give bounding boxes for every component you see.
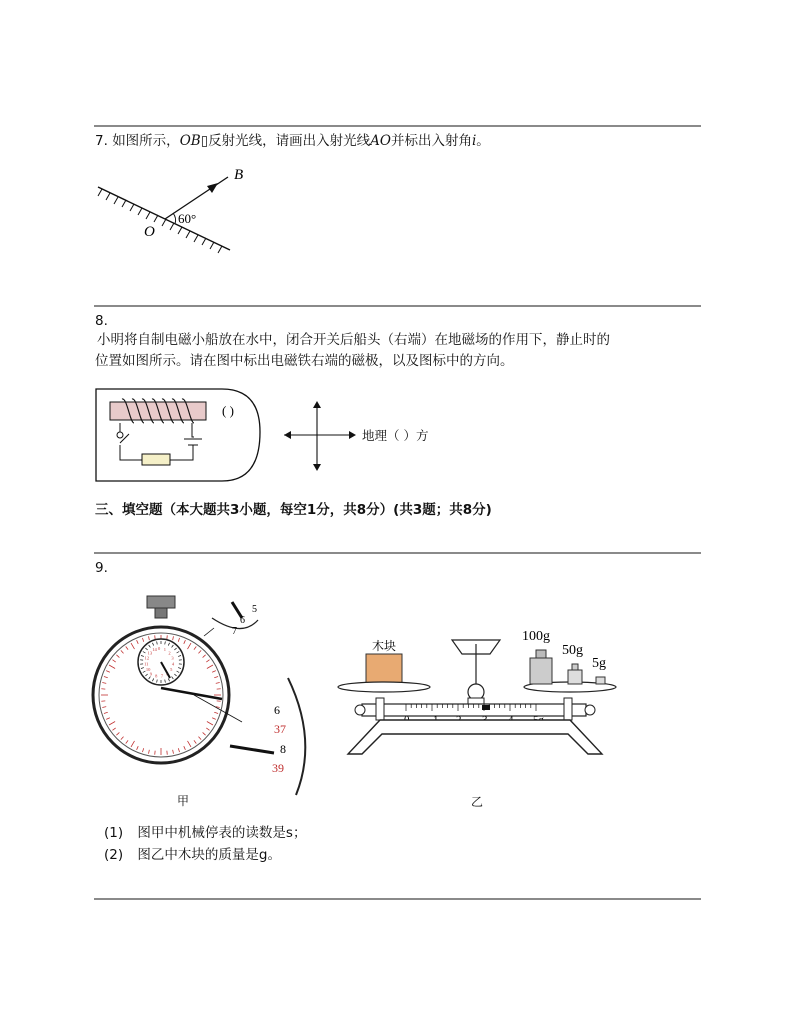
arrow-left	[284, 431, 291, 439]
question-8-line2: 位置如图所示。请在图中标出电磁铁右端的磁极，以及图标中的方向。	[95, 353, 514, 369]
weight-label: 100g	[522, 629, 550, 644]
subdial-number: 9	[149, 671, 153, 677]
stopwatch-crown	[147, 596, 175, 608]
question-text: 反射光线，请画出入射光线	[208, 133, 371, 149]
caption-right: 乙	[471, 795, 484, 809]
stopwatch-diagram	[92, 590, 322, 805]
pole-blank: ( )	[222, 403, 234, 418]
balance-diagram	[340, 622, 610, 762]
weight-50g	[568, 670, 582, 684]
rider	[482, 705, 490, 710]
subdial-number: 10	[145, 667, 151, 672]
separator-q7-top	[94, 125, 701, 127]
missing-glyph: ▯	[200, 133, 209, 149]
weight-label: 5g	[592, 656, 606, 671]
subdial-number: 5	[170, 667, 173, 672]
direction-cross	[284, 405, 350, 467]
iron-core	[110, 402, 206, 420]
subdial-number: 8	[155, 673, 158, 679]
subdial-number: 4	[171, 661, 175, 667]
wood-block	[366, 654, 402, 684]
subdial-number: 7	[160, 673, 164, 679]
left-pan	[338, 682, 430, 692]
mirror-hatching	[98, 189, 222, 253]
zoom-side-number: 6	[274, 703, 280, 717]
subdial-number: 13	[147, 650, 153, 656]
subquestion-number: (1)	[104, 825, 124, 841]
question-7-text	[95, 131, 490, 151]
zoom-top-number: 6	[240, 615, 245, 626]
zoom-side-hand	[230, 746, 274, 753]
weight-100g	[530, 658, 552, 684]
zoom-top-number: 7	[232, 626, 237, 637]
separator-q8-top	[94, 305, 701, 307]
subdial-number: 12	[144, 655, 150, 661]
subdial-number: 11	[144, 661, 149, 667]
question-8-number: 8.	[95, 313, 108, 329]
section-3-title: 三、填空题（本大题共3小题，每空1分，共8分）(共3题；共8分)	[95, 502, 492, 518]
ray-arrowhead	[207, 183, 218, 193]
zoom-top-number: 5	[252, 604, 257, 615]
question-text: 并标出入射角	[390, 133, 472, 149]
question-text: 如图所示，	[112, 133, 180, 149]
question-8-line1: 小明将自制电磁小船放在水中，闭合开关后船头（右端）在地磁场的作用下，静止时的	[97, 332, 610, 348]
zoom-side-number: 39	[272, 761, 284, 775]
arrow-up	[313, 401, 321, 408]
subquestion-1	[104, 823, 306, 843]
beam-scale	[362, 704, 586, 716]
zoom-side-number: 37	[274, 722, 286, 736]
label-o: O	[144, 224, 155, 240]
variable-ob: OB	[179, 133, 201, 149]
label-b: B	[234, 167, 244, 183]
separator-bottom	[94, 898, 701, 900]
zoom-side-number: 8	[280, 742, 286, 756]
arrow-right	[349, 431, 356, 439]
switch-pivot	[117, 432, 123, 438]
weight-5g	[596, 677, 605, 684]
subquestion-text: 图乙中木块的质量是g。	[137, 847, 281, 863]
arrow-down	[313, 464, 321, 471]
block-label: 木块	[372, 639, 397, 653]
angle-label: 60°	[178, 211, 197, 226]
subdial-number: 0	[158, 646, 161, 651]
rheostat	[142, 454, 170, 465]
zoom-side-dial	[288, 678, 305, 795]
subdial-number: 3	[171, 655, 174, 661]
subdial-number: 1	[163, 647, 166, 653]
subquestion-text: 图甲中机械停表的读数是s；	[137, 825, 307, 841]
question-9-number: 9.	[95, 560, 108, 576]
subdial-number: 2	[168, 650, 171, 656]
subquestion-2	[104, 845, 281, 865]
variable-i: i	[471, 133, 477, 149]
variable-ao: AO	[370, 133, 391, 149]
direction-label: 地理（ ）方	[362, 428, 429, 443]
reflected-ray	[165, 177, 228, 219]
caption-left: 甲	[177, 794, 190, 808]
separator-q9-top	[94, 552, 701, 554]
reflection-diagram	[90, 165, 250, 265]
balance-base	[348, 720, 602, 754]
question-number: 7.	[95, 133, 108, 149]
question-text: 。	[476, 133, 490, 149]
subdial-number: 14	[152, 647, 157, 653]
subquestion-number: (2)	[104, 847, 124, 863]
weight-label: 50g	[562, 643, 583, 658]
